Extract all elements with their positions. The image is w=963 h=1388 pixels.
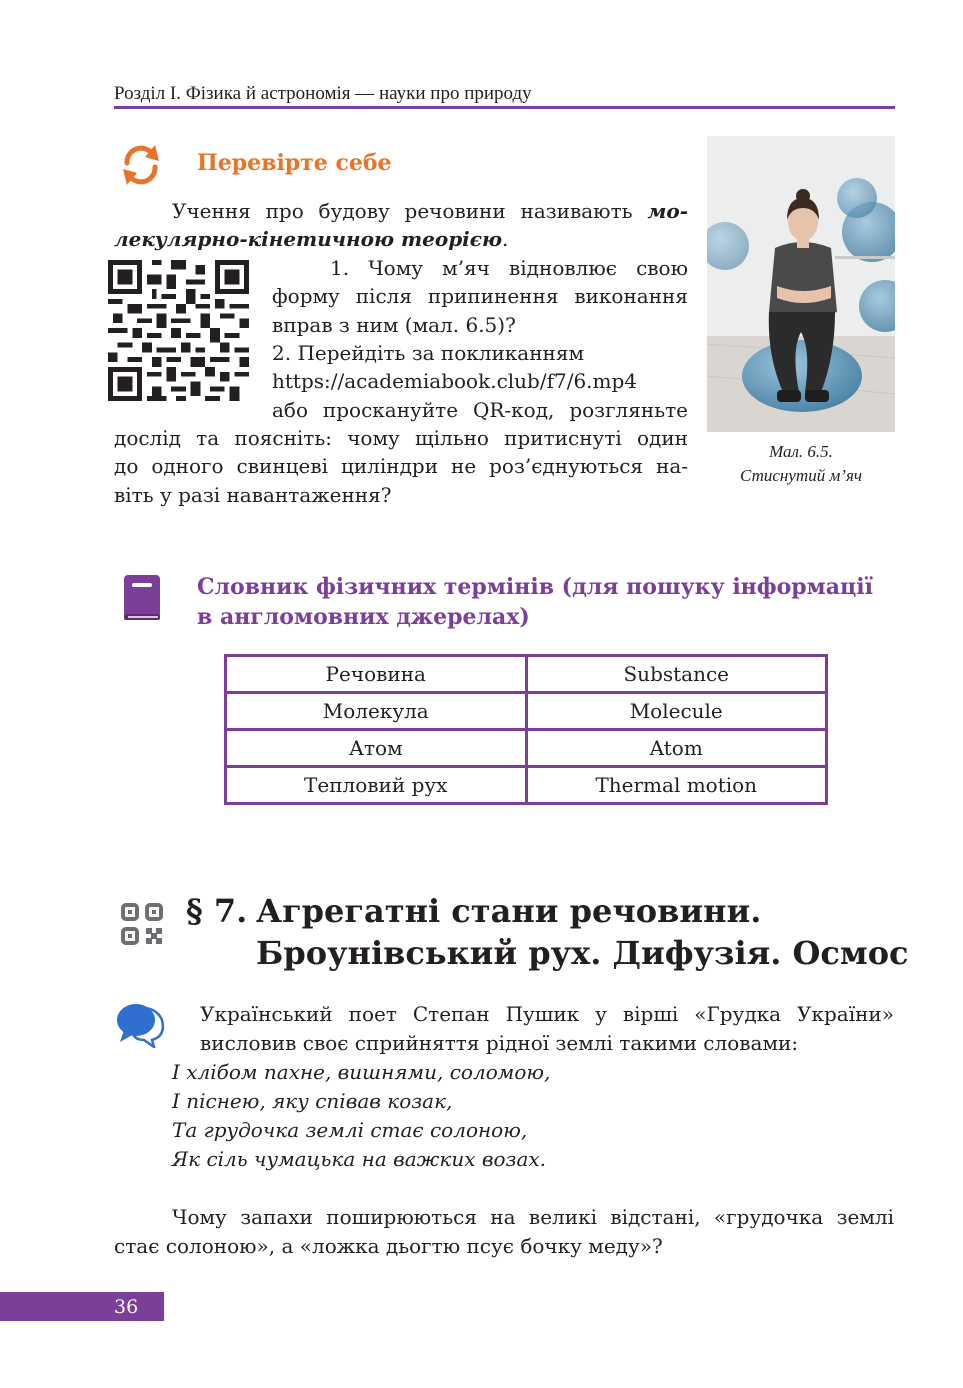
term-en: Molecule [526,693,827,730]
qr-code-icon[interactable] [108,260,249,401]
term-en: Substance [526,656,827,693]
qr-code-small-icon [120,902,164,946]
question-1-line-2: форму після припинення виконання [272,284,688,308]
section-title-line-1: Агрегатні стани речовини. [256,892,762,930]
poem-line: І піснею, яку співав козак, [172,1089,453,1113]
intro-paragraph-line-1: Український поет Степан Пушик у вірші «Грудка України» [200,1002,894,1026]
book-icon [122,574,162,622]
intro-line-2 [114,225,508,253]
poem-line: Та грудочка землі стає солоною, [172,1118,528,1142]
question-2-line-5: до одного свинцеві циліндри не роз’єднуються на- [114,454,688,478]
page-number: 36 [114,1296,139,1318]
header-rule [114,106,895,109]
table-row [226,730,827,767]
intro-paragraph-line-2: висловив своє сприйняття рідної землі такими словами: [200,1031,799,1055]
term-emphasis: лекулярно-кінетичною теорією [114,227,502,251]
check-yourself-title: Перевірте себе [197,150,392,176]
section-number: § 7. [186,892,248,930]
photo-woman-on-ball [707,136,895,432]
chat-bubbles-icon [116,1000,170,1048]
figure-caption [707,440,895,488]
poem-line: Як сіль чумацька на важких возах. [172,1147,547,1171]
question-line-2: стає солоною», а «ложка дьогтю псує бочку меду»? [114,1234,663,1258]
intro-line-1 [172,197,688,225]
term-en: Thermal motion [526,767,827,804]
term-part: мо- [647,199,688,223]
refresh-icon [115,139,167,191]
caption-text: Стиснутий м’яч [740,466,862,485]
page-number-bar [0,1292,164,1321]
term-en: Atom [526,730,827,767]
running-head: Розділ І. Фізика й астрономія — науки про природу [114,83,532,104]
term-uk: Атом [226,730,527,767]
question-1-line-1: 1. Чому м’яч відновлює свою [330,256,688,280]
question-2-line-4: дослід та поясніть: чому щільно притиснуті один [114,426,688,450]
question-1-line-3: вправ з ним (мал. 6.5)? [272,313,516,337]
term-uk: Тепловий рух [226,767,527,804]
dictionary-title [197,572,873,632]
poem-line: І хлібом пахне, вишнями, соломою, [172,1060,551,1084]
section-title-line-2: Броунівський рух. Дифузія. Осмос [256,934,909,972]
video-link[interactable]: https://academiabook.club/f7/6.mp4 [272,369,638,393]
intro-text: Учення про будову речовини називають [172,199,648,223]
dictionary-title-line-2: в англомовних джерелах) [197,604,530,630]
term-uk: Речовина [226,656,527,693]
terms-table [224,654,828,805]
table-row [226,656,827,693]
intro-period: . [502,227,509,251]
question-line-1: Чому запахи поширюються на великі відстані, «грудочка землі [172,1205,894,1229]
question-2-line-3: або проскануйте QR-код, розгляньте [272,398,688,422]
caption-number: Мал. 6.5. [769,442,833,461]
table-row [226,767,827,804]
question-2-line-1: 2. Перейдіть за покликанням [272,341,585,365]
question-2-line-6: віть у разі навантаження? [114,483,392,507]
table-row [226,693,827,730]
dictionary-title-line-1: Словник фізичних термінів (для пошуку інформації [197,574,874,600]
term-uk: Молекула [226,693,527,730]
